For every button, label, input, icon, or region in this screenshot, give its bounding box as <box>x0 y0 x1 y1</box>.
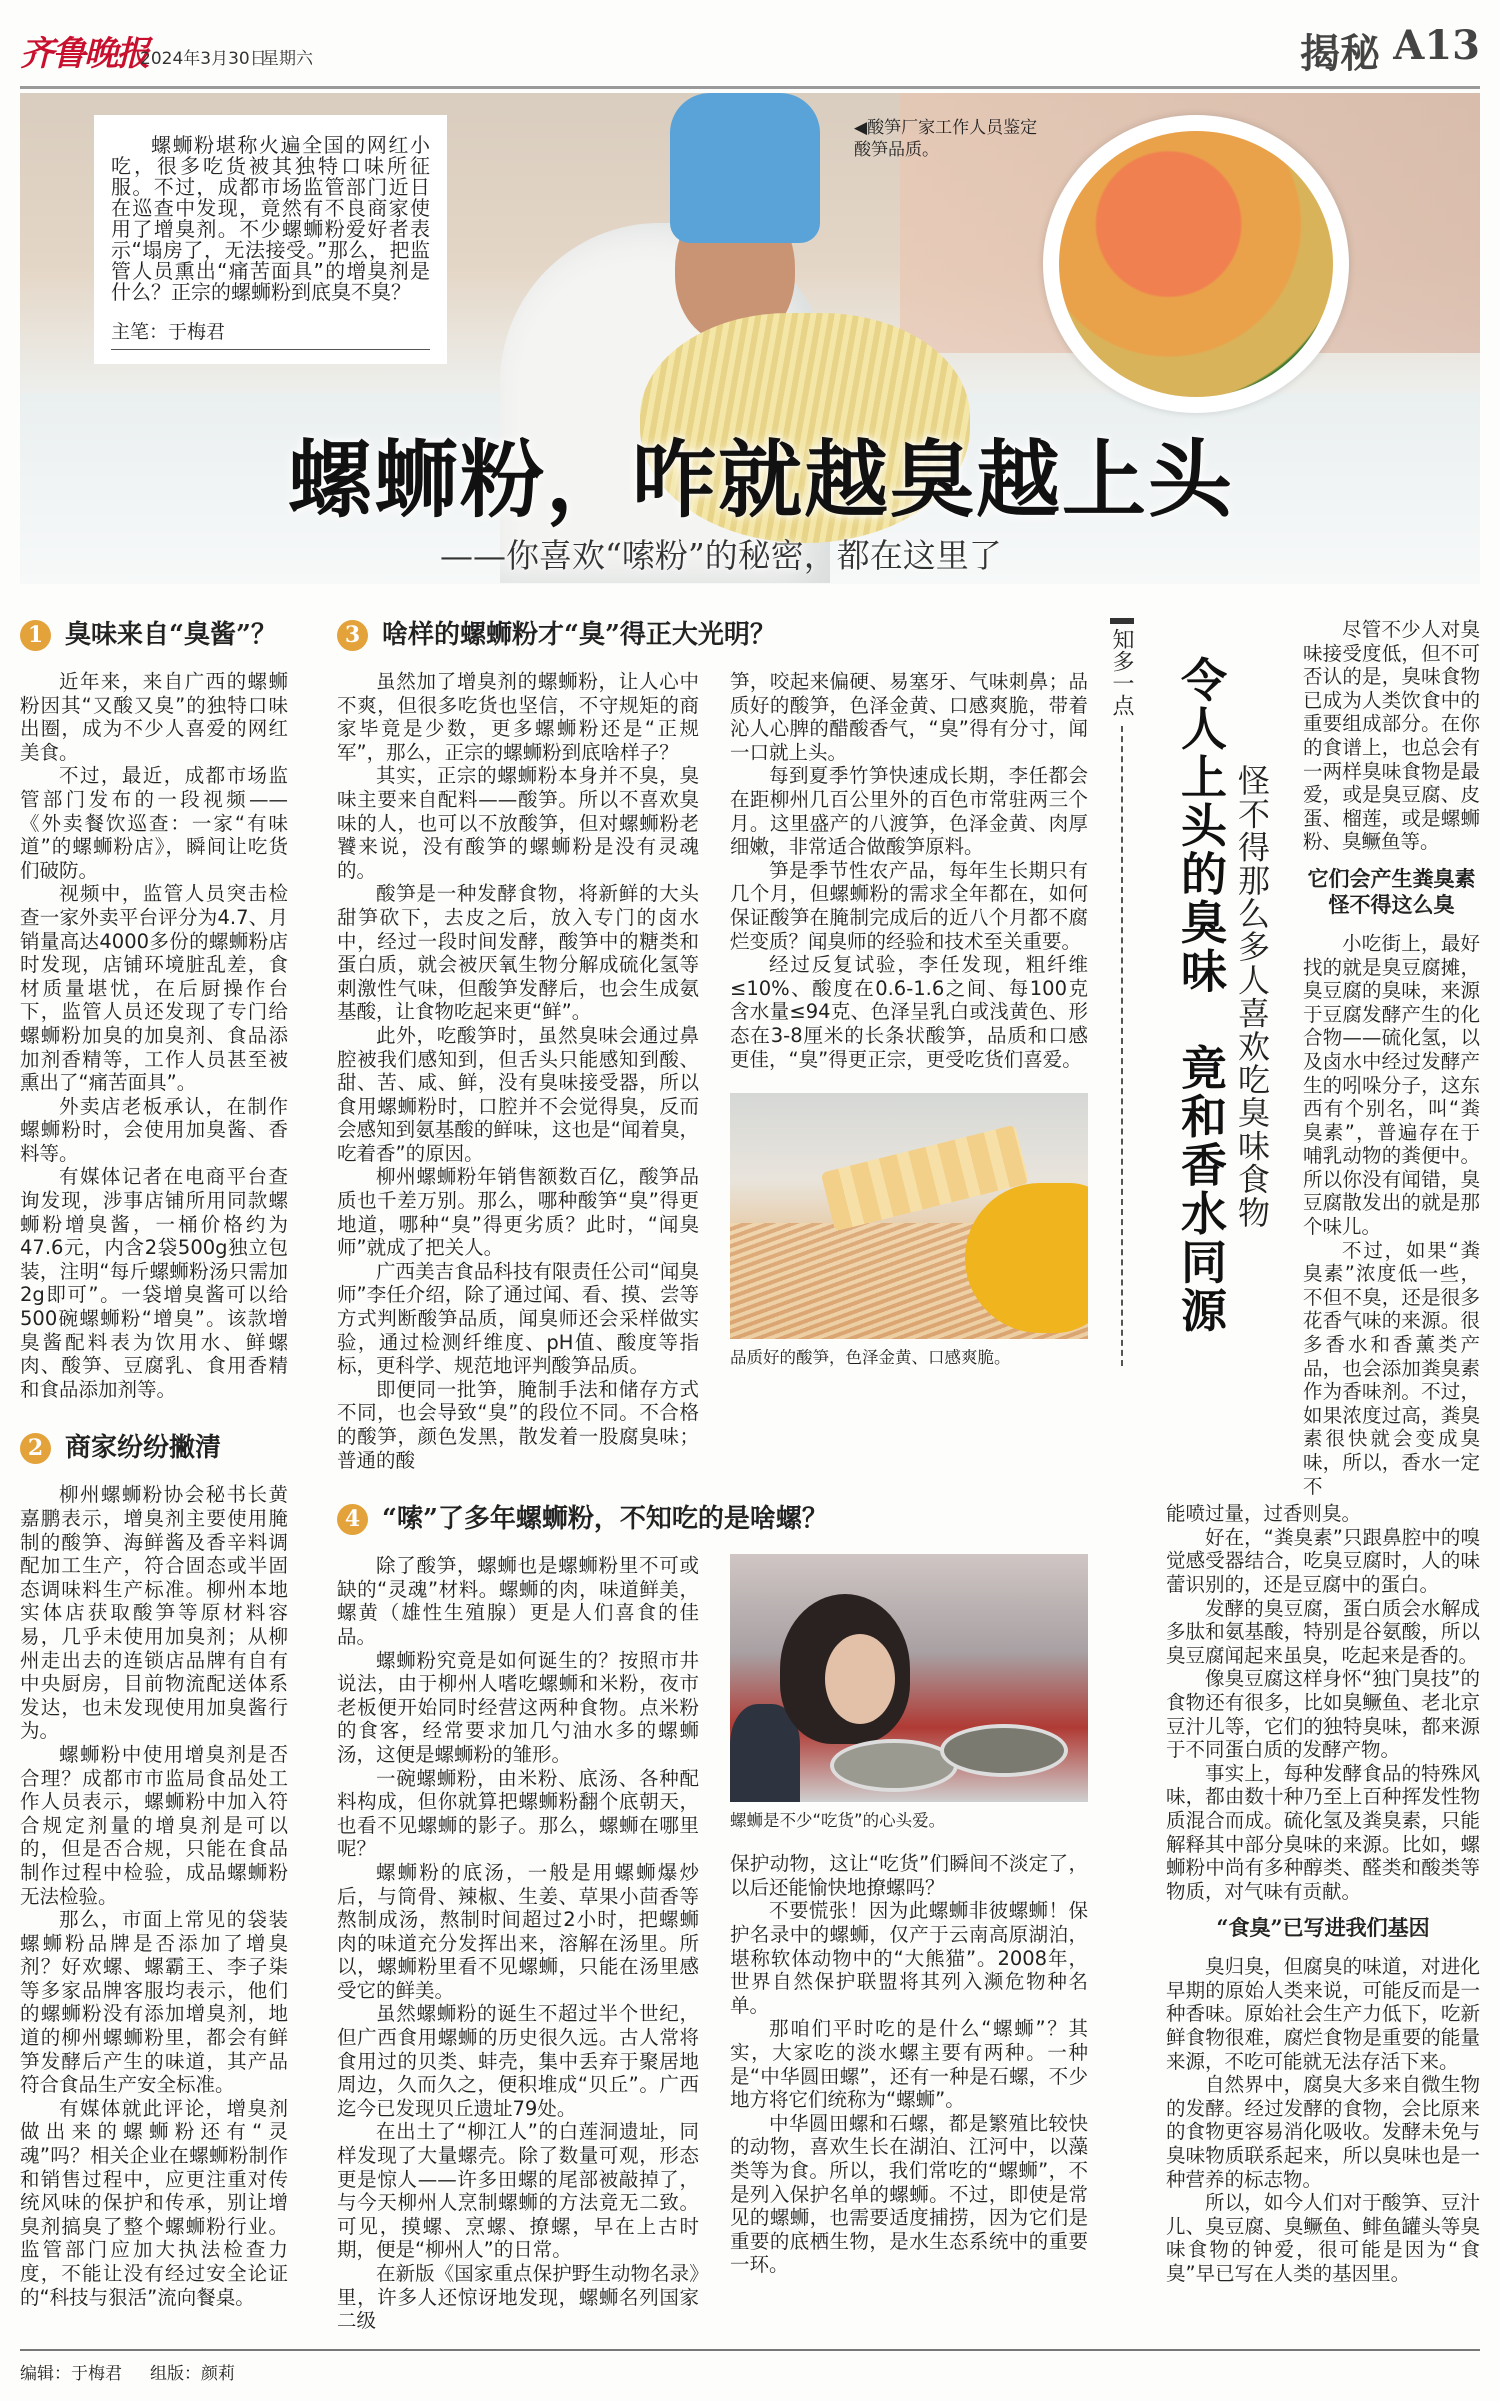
paragraph: 小吃街上，最好找的就是臭豆腐摊，臭豆腐的臭味，来源于豆腐发酵产生的化合物——硫化氢，以及卤水中经过发酵产生的吲哚分子，这东西有个别名，叫“粪臭素”，普遍存在于哺乳动物的粪便中。所以你没有闻错，臭豆腐散发出的就是那个味儿。 <box>1303 931 1480 1239</box>
paragraph: 不过，如果“粪臭素”浓度低一些，不但不臭，还是很多花香气味的来源。很多香水和香薰类产品，也会添加粪臭素作为香味剂。不过，如果浓度过高，粪臭素很快就会变成臭味，所以，香水一定不 <box>1303 1238 1480 1498</box>
section-4-columns <box>337 1554 1088 2333</box>
subhead-line: 它们会产生粪臭素 <box>1307 865 1476 891</box>
paragraph: 其实，正宗的螺蛳粉本身并不臭，臭味主要来自配料——酸笋。所以不喜欢臭味的人，也可以不放酸笋，但对螺蛳粉老饕来说，没有酸笋的螺蛳粉是没有灵魂的。 <box>337 764 699 882</box>
paragraph: 除了酸笋，螺蛳也是螺蛳粉里不可或缺的“灵魂”材料。螺蛳的肉，味道鲜美，螺黄（雄性生殖腺）更是人们喜食的佳品。 <box>337 1554 699 1648</box>
paragraph-continuation: 笋，咬起来偏硬、易塞牙、气味刺鼻；品质好的酸笋，色泽金黄、口感爽脆，带着沁人心脾的醋酸香气，“臭”得有分寸，闻一口就上头。 <box>730 670 1088 764</box>
paragraph: 一碗螺蛳粉，由米粉、底汤、各种配料构成，但你就算把螺蛳粉翻个底朝天，也看不见螺蛳的影子。那么，螺蛳在哪里呢？ <box>337 1766 699 1861</box>
section-number-badge: 4 <box>337 1504 368 1535</box>
section-3-body-right <box>730 670 1088 1071</box>
section-1-body <box>20 670 288 1401</box>
section-title: 啥样的螺蛳粉才“臭”得正大光明？ <box>382 620 776 650</box>
paragraph: 此外，吃酸笋时，虽然臭味会通过鼻腔被我们感知到，但舌头只能感知到酸、甜、苦、咸、鲜，没有臭味接受器，所以食用螺蛳粉时，口腔并不会觉得臭，反而会感知到氨基酸的鲜味，这也是“闻着臭，吃着香”的原因。 <box>337 1023 699 1165</box>
paragraph: 尽管不少人对臭味接受度低，但不可否认的是，臭味食物已成为人类饮食中的重要组成部分。在你的食谱上，也总会有一两样臭味食物是最爱，或是臭豆腐、皮蛋、榴莲，或是螺蛳粉、臭鳜鱼等。 <box>1303 618 1480 854</box>
paragraph: 每到夏季竹笋快速成长期，李任都会在距柳州几百公里外的百色市常驻两三个月。这里盛产的八渡笋，色泽金黄、肉厚细嫩，非常适合做酸笋原料。 <box>730 764 1088 859</box>
paragraph: 自然界中，腐臭大多来自微生物的发酵。经过发酵的食物，会比原来的食物更容易消化吸收。发酵未免与臭味物质联系起来，所以臭味也是一种营养的标志物。 <box>1166 2073 1480 2191</box>
section-number-badge: 2 <box>20 1433 51 1464</box>
article-columns <box>20 618 1480 2333</box>
section-4-body-right <box>730 1852 1088 2277</box>
paragraph: 好在，“粪臭素”只跟鼻腔中的嗅觉感受器结合，吃臭豆腐时，人的味蕾识别的，还是豆腐中的蛋白。 <box>1166 1525 1480 1596</box>
issue-date: 2024年3月30日 <box>140 49 267 69</box>
section-title: 商家纷纷撇清 <box>65 1433 222 1464</box>
footer-credits <box>20 2363 1480 2401</box>
section-3-heading <box>337 618 1088 652</box>
intro-text: 螺蛳粉堪称火遍全国的网红小吃，很多吃货被其独特口味所征服。不过，成都市场监管部门近日在巡查中发现，竟然有不良商家使用了增臭剂。不少螺蛳粉爱好者表示“塌房了，无法接受。”那么，把监管人员熏出“痛苦面具”的增臭剂是什么？正宗的螺蛳粉到底臭不臭？ <box>111 133 430 304</box>
paragraph-continuation: 保护动物，这让“吃货”们瞬间不淡定了，以后还能愉快地撩螺吗？ <box>730 1852 1088 1899</box>
paragraph: 广西美吉食品科技有限责任公司“闻臭师”李任介绍，除了通过闻、看、摸、尝等方式判断酸笋品质，闻臭师还会采样做实验，通过检测纤维度、pH值、酸度等指标，更科学、规范地评判酸笋品质。 <box>337 1259 699 1378</box>
paragraph: 视频中，监管人员突击检查一家外卖平台评分为4.7、月销量高达4000多份的螺蛳粉店时发现，店铺环境脏乱差，食材质量堪忧，在后厨操作台下，监管人员还发现了专门给螺蛳粉加臭的加臭剂、食品添加剂香精等，工作人员甚至被熏出了“痛苦面具”。 <box>20 882 288 1095</box>
editor-credit: 编辑：于梅君 <box>20 2363 122 2384</box>
photo-plate <box>830 1739 958 1792</box>
footer-divider <box>20 2349 1480 2351</box>
paragraph: 有媒体就此评论，增臭剂做出来的螺蛳粉还有“灵魂”吗？相关企业在螺蛳粉制作和销售过程中，应更注重对传统风味的保护和传承，别让增臭剂搞臭了整个螺蛳粉行业。监管部门应加大执法检查力度，不能让没有经过安全论证的“科技与狠活”流向餐桌。 <box>20 2096 288 2309</box>
sidebar-vertical-titles <box>1110 618 1303 1366</box>
sidebar-dashed-rule <box>1121 726 1123 1366</box>
photo-caption: 螺蛳是不少“吃货”的心头爱。 <box>730 1811 946 1831</box>
paragraph: 外卖店老板承认，在制作螺蛳粉时，会使用加臭酱、香料等。 <box>20 1094 288 1165</box>
photo-caption: 品质好的酸笋，色泽金黄、口感爽脆。 <box>730 1348 1011 1368</box>
paragraph: 中华圆田螺和石螺，都是繁殖比较快的动物，喜欢生长在湖泊、江河中，以藻类等为食。所以，我们常吃的“螺蛳”，不是列入保护名单的螺蛳。不过，即使是常见的螺蛳，也需要适度捕捞，因为它们是重要的底栖生物，是水生态系统中的重要一环。 <box>730 2111 1088 2277</box>
paragraph: 经过反复试验，李任发现，粗纤维≤10%、酸度在0.6-1.6之间、每100克含水量≤94克、色泽呈乳白或浅黄色、形态在3-8厘米的长条状酸笋，品质和口感更佳，“臭”得更正宗，更受吃货们喜爱。 <box>730 953 1088 1071</box>
photo-person-face <box>825 1634 895 1724</box>
article-body <box>20 618 1480 2401</box>
section-3-right-column <box>730 670 1088 1389</box>
section-3-body-left <box>337 670 699 1472</box>
paragraph: 那咱们平时吃的是什么“螺蛳”？其实，大家吃的淡水螺主要有两种。一种是“中华圆田螺”，还有一种是石螺，不少地方将它们统称为“螺蛳”。 <box>730 2017 1088 2112</box>
byline: 主笔：于梅君 <box>111 321 430 350</box>
paragraph: 不过，最近，成都市场监管部门发布的一段视频——《外卖餐饮巡查：一家“有味道”的螺蛳粉店》，瞬间让吃货们破防。 <box>20 764 288 882</box>
issue-weekday: 星期六 <box>262 49 313 69</box>
paragraph: 即便同一批笋，腌制手法和储存方式不同，也会导致“臭”的段位不同。不合格的酸笋，颜色发黑，散发着一股腐臭味；普通的酸 <box>337 1377 699 1472</box>
sidebar-body-wide <box>1166 1502 1480 2285</box>
bowl-contents <box>1059 131 1333 397</box>
newspaper-logo: 齐鲁晚报 <box>20 34 148 74</box>
column-2-3 <box>337 618 1088 2333</box>
section-2-body <box>20 1483 288 2309</box>
sidebar-top <box>1110 618 1480 1498</box>
paragraph: 发酵的臭豆腐，蛋白质会水解成多肽和氨基酸，特别是谷氨酸，所以臭豆腐闻起来虽臭，吃起来是香的。 <box>1166 1596 1480 1667</box>
subhead-line: 怪不得这么臭 <box>1328 891 1455 917</box>
photo-people-eating-snails <box>730 1554 1088 1802</box>
photo-worker-hat <box>670 93 820 243</box>
sidebar-subhead <box>1303 866 1480 918</box>
photo-plate <box>940 1724 1068 1777</box>
paragraph: 螺蛳粉的底汤，一般是用螺蛳爆炒后，与筒骨、辣椒、生姜、草果小茴香等熬制成汤，熬制时间超过2小时，把螺蛳肉的味道充分发挥出来，溶解在汤里。所以，螺蛳粉里看不见螺蛳，只能在汤里感受它的鲜美。 <box>337 1860 699 2002</box>
paragraph: 那么，市面上常见的袋装螺蛳粉品牌是否添加了增臭剂？好欢螺、螺霸王、李子柒等多家品牌客服均表示，他们的螺蛳粉没有添加增臭剂，地道的柳州螺蛳粉里，都会有鲜笋发酵后产生的味道，其产品符合食品生产安全标准。 <box>20 1908 288 2097</box>
sidebar-subhead: “食臭”已写进我们基因 <box>1216 1915 1430 1941</box>
sidebar-body-narrow <box>1303 618 1480 1498</box>
paragraph-list <box>1166 1955 1480 2285</box>
section-number-badge: 3 <box>337 620 368 651</box>
paragraph: 酸笋是一种发酵食物，将新鲜的大头甜笋砍下，去皮之后，放入专门的卤水中，经过一段时间发酵，酸笋中的糖类和蛋白质，就会被厌氧生物分解成硫化氢等刺激性气味，但酸笋发酵后，也会生成氨基酸，让食物吃起来更“鲜”。 <box>337 882 699 1024</box>
paragraph: 在出土了“柳江人”的白莲洞遗址，同样发现了大量螺壳。除了数量可观，形态更是惊人——许多田螺的尾部被敲掉了，与今天柳州人烹制螺蛳的方法竟无二致。可见，摸螺、烹螺、撩螺，早在上古时期，便是“柳州人”的日常。 <box>337 2120 699 2262</box>
column-1 <box>20 618 288 2309</box>
paragraph-list <box>730 764 1088 1071</box>
paragraph: 臭归臭，但腐臭的味道，对进化早期的原始人类来说，可能反而是一种香味。原始社会生产力低下，吃新鲜食物很难，腐烂食物是重要的能量来源，不吃可能就无法存活下来。 <box>1166 1955 1480 2073</box>
paragraph: 所以，如今人们对于酸笋、豆汁儿、臭豆腐、臭鳜鱼、鲱鱼罐头等臭味食物的钟爱，很可能是因为“食臭”早已写在人类的基因里。 <box>1166 2191 1480 2285</box>
sidebar-label-wrap <box>1110 618 1134 1366</box>
section-title: 臭味来自“臭酱”？ <box>65 620 277 650</box>
intro-box <box>94 115 447 364</box>
paragraph: 虽然螺蛳粉的诞生不超过半个世纪，但广西食用螺蛳的历史很久远。古人常将食用过的贝类、蚌壳，集中丢弃于聚居地周边，久而久之，便积堆成“贝丘”。广西迄今已发现贝丘遗址79处。 <box>337 2002 699 2120</box>
page-number: A13 <box>1393 22 1480 69</box>
layout-credit: 组版：颜莉 <box>150 2363 235 2384</box>
section-title: “嗦”了多年螺蛳粉，不知吃的是啥螺？ <box>382 1504 828 1535</box>
paragraph-list <box>1166 1526 1480 1904</box>
paragraph-list <box>1303 932 1480 1498</box>
masthead-divider <box>20 86 1480 89</box>
paragraph: 事实上，每种发酵食品的特殊风味，都由数十种乃至上百种挥发性物质混合而成。硫化氢及粪臭素，只能解释其中部分臭味的来源。比如，螺蛳粉中尚有多种醇类、醛类和酸类等物质，对气味有贡献。 <box>1166 1761 1480 1903</box>
sidebar-subtitle: 怪不得那么多人喜欢吃臭味食物 <box>1233 764 1271 1229</box>
paragraph: 螺蛳粉究竟是如何诞生的？按照市井说法，由于柳州人嗜吃螺蛳和米粉，夜市老板便开始同时经营这两种食物。点米粉的食客，经常要求加几勺油水多的螺蛳汤，这便是螺蛳粉的雏形。 <box>337 1648 699 1766</box>
paragraph: 柳州螺蛳粉协会秘书长黄嘉鹏表示，增臭剂主要使用腌制的酸笋、海鲜酱及香辛料调配加工生产，符合固态或半固态调味料生产标准。柳州本地实体店获取酸笋等原材料容易，几乎未使用加臭剂；从柳州走出去的连锁店品牌有自有中央厨房，目前物流配送体系发达，也未发现使用加臭酱行为。 <box>20 1483 288 1743</box>
photo-luosifen-bowl <box>1043 115 1349 413</box>
paragraph: 笋是季节性农产品，每年生长期只有几个月，但螺蛳粉的需求全年都在，如何保证酸笋在腌制完成后的近八个月都不腐烂变质？闻臭师的经验和技术至关重要。 <box>730 858 1088 953</box>
section-4-right-column <box>730 1554 1088 2277</box>
paragraph: 虽然加了增臭剂的螺蛳粉，让人心中不爽，但很多吃货也坚信，不守规矩的商家毕竟是少数，更多螺蛳粉还是“正规军”，那么，正宗的螺蛳粉到底啥样子？ <box>337 670 699 764</box>
photo-sour-bamboo-shoots <box>730 1093 1088 1339</box>
paragraph-list <box>730 1899 1088 2277</box>
hero-photo-caption: ◀酸笋厂家工作人员鉴定酸笋品质。 <box>854 118 1038 160</box>
paragraph: 近年来，来自广西的螺蛳粉因其“又酸又臭”的独特口味出圈，成为不少人喜爱的网红美食。 <box>20 670 288 764</box>
section-number-badge: 1 <box>20 620 51 651</box>
main-subheadline: ——你喜欢“嗦粉”的秘密，都在这里了 <box>440 536 1002 575</box>
section-1-heading <box>20 618 288 652</box>
paragraph: 有媒体记者在电商平台查询发现，涉事店铺所用同款螺蛳粉增臭酱，一桶价格约为47.6元，内含2袋500g独立包装，注明“每斤螺蛳粉汤只需加2g即可”。一袋增臭酱可以给500碗螺蛳粉“增臭”。该款增臭酱配料表为饮用水、鲜螺肉、酸笋、豆腐乳、食用香精和食品添加剂等。 <box>20 1165 288 1401</box>
sidebar-title: 令人上头的臭味 竟和香水同源 <box>1174 656 1228 1335</box>
sidebar <box>1110 618 1480 2286</box>
paragraph: 螺蛳粉中使用增臭剂是否合理？成都市市监局食品处工作人员表示，螺蛳粉中加入符合规定剂量的增臭剂是可以的，但是否合规，只能在食品制作过程中检验，成品螺蛳粉无法检验。 <box>20 1742 288 1908</box>
section-2-heading <box>20 1431 288 1465</box>
paragraph: 柳州螺蛳粉年销售额数百亿，酸笋品质也千差万别。那么，哪种酸笋“臭”得更地道，哪种“臭”得更劣质？此时，“闻臭师”就成了把关人。 <box>337 1165 699 1260</box>
section-3-columns <box>337 670 1088 1472</box>
paragraph: 在新版《国家重点保护野生动物名录》里，许多人还惊讶地发现，螺蛳名列国家二级 <box>337 2262 699 2333</box>
section-name: 揭秘 <box>1300 30 1380 77</box>
main-headline: 螺蛳粉，咋就越臭越上头 <box>288 430 1235 529</box>
paragraph: 像臭豆腐这样身怀“独门臭技”的食物还有很多，比如臭鳜鱼、老北京豆汁儿等，它们的独特臭味，都来源于不同蛋白质的发酵产物。 <box>1166 1667 1480 1762</box>
paragraph-continuation: 能喷过量，过香则臭。 <box>1166 1502 1362 1526</box>
sidebar-label: 知多一点 <box>1110 618 1134 716</box>
section-4-heading <box>337 1502 1088 1536</box>
section-4-body-left <box>337 1554 699 2333</box>
paragraph: 不要慌张！因为此螺蛳非彼螺蛳！保护名录中的螺蛳，仅产于云南高原湖泊，堪称软体动物中的“大熊猫”。2008年，世界自然保护联盟将其列入濒危物种名单。 <box>730 1899 1088 2017</box>
